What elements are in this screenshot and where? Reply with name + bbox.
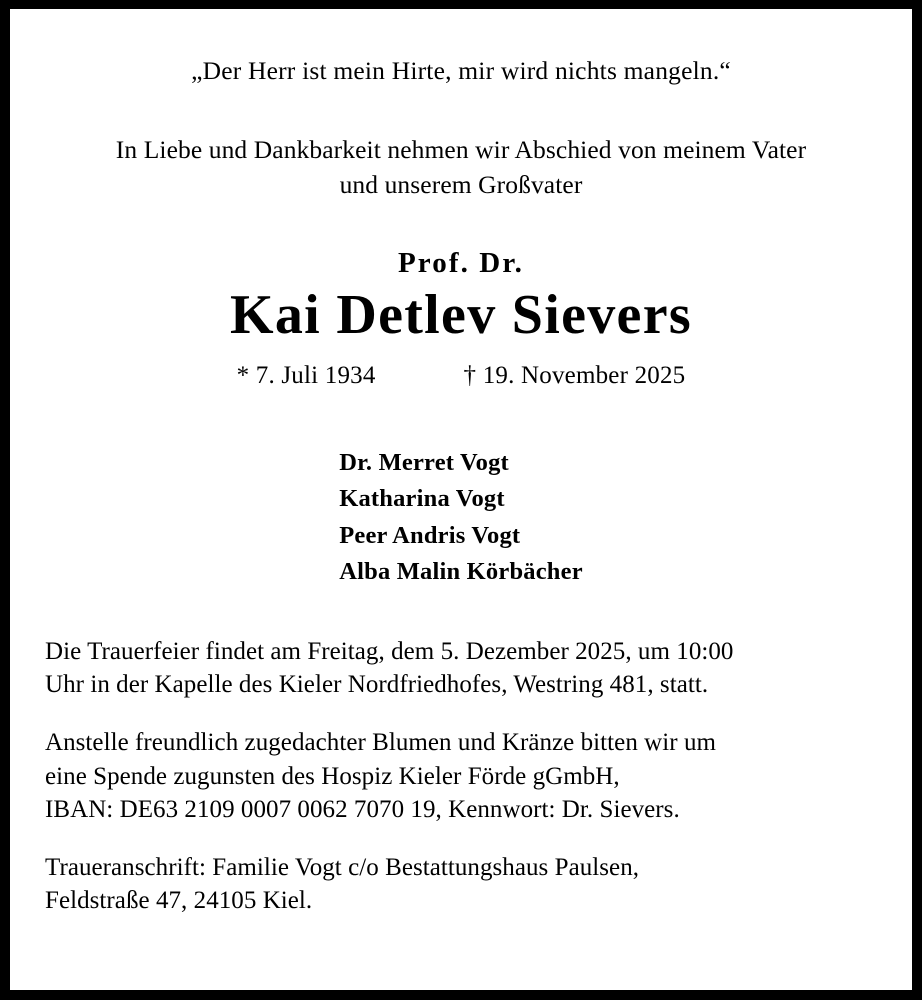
ceremony-line: Die Trauerfeier findet am Freitag, dem 5. Dezember 2025, um 10:00 [45, 637, 734, 665]
intro-text [35, 132, 887, 202]
mourners-list [35, 445, 887, 591]
intro-line-1: In Liebe und Dankbarkeit nehmen wir Abschied von meinem Vater [115, 134, 807, 164]
address-line: Feldstraße 47, 24105 Kiel. [45, 887, 313, 915]
donation-line: Anstelle freundlich zugedachter Blumen und Kränze bitten wir um [45, 729, 716, 757]
mourner-name: Alba Malin Körbächer [339, 558, 583, 586]
deceased-name: Kai Detlev Sievers [230, 284, 692, 347]
deceased-honorific: Prof. Dr. [397, 247, 525, 280]
ceremony-line: Uhr in der Kapelle des Kieler Nordfriedhofes, Westring 481, statt. [45, 671, 709, 699]
memorial-quote: „Der Herr ist mein Hirte, mir wird nichts mangeln.“ [191, 56, 731, 85]
birth-date: * 7. Juli 1934 [236, 361, 376, 389]
mourner-name: Dr. Merret Vogt [339, 448, 509, 476]
donation-paragraph [45, 726, 879, 826]
iban-line: IBAN: DE63 2109 0007 0062 7070 19, Kennwort: Dr. Sievers. [45, 795, 680, 823]
deceased-name-block [35, 248, 887, 391]
ceremony-paragraph [45, 635, 879, 702]
donation-line: eine Spende zugunsten des Hospiz Kieler Förde gGmbH, [45, 762, 620, 790]
mourner-name: Katharina Vogt [339, 485, 505, 513]
death-date: † 19. November 2025 [463, 361, 686, 389]
obituary-notice-card [10, 9, 912, 990]
life-dates [35, 361, 887, 391]
mourners-list-inner [339, 445, 583, 591]
notice-details [35, 635, 887, 918]
mourner-name: Peer Andris Vogt [339, 521, 521, 549]
intro-line-2: und unserem Großvater [339, 170, 583, 200]
address-line: Traueranschrift: Familie Vogt c/o Bestattungshaus Paulsen, [45, 854, 640, 882]
address-paragraph [45, 851, 879, 918]
